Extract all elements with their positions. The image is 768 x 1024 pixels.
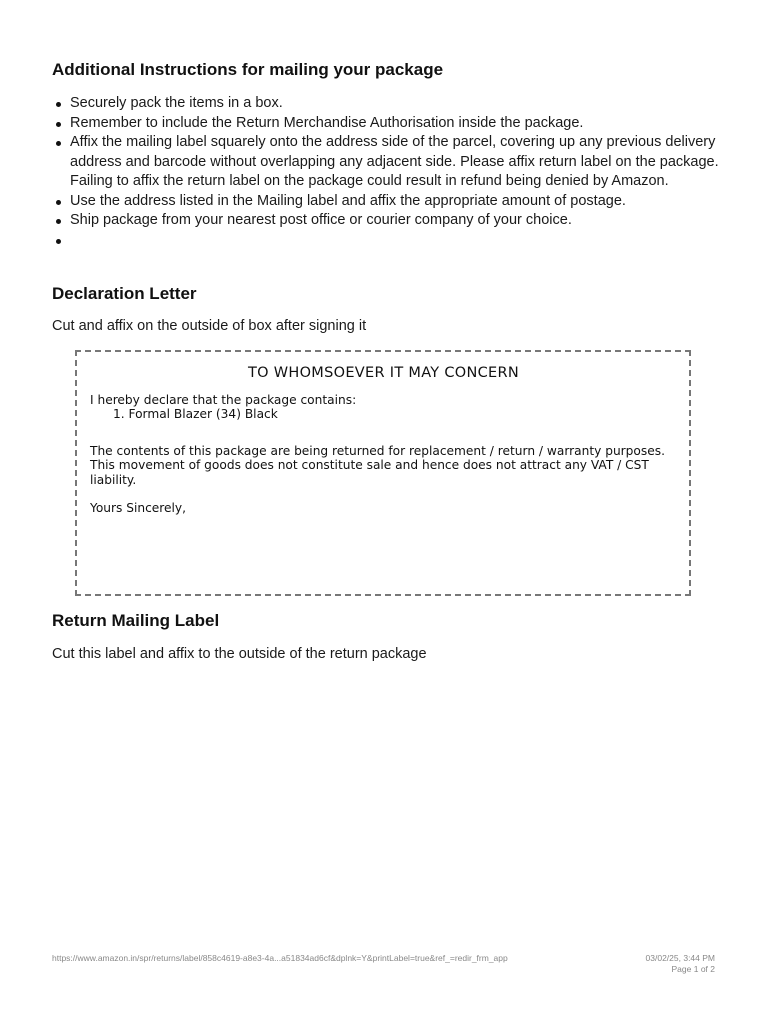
list-item: Affix the mailing label squarely onto the address side of the parcel, covering up any previous delivery address and barcode without overlapping any adjacent side. Please affix return label on the package. Failing to affix the return label on the package could result in refund being denied by Amazon. xyxy=(52,133,722,192)
list-item: Remember to include the Return Merchandise Authorisation inside the package. xyxy=(52,114,722,134)
letter-closing: Yours Sincerely, xyxy=(90,501,186,515)
instructions-list xyxy=(52,94,722,250)
footer-page-number: Page 1 of 2 xyxy=(671,964,715,974)
footer-url: https://www.amazon.in/spr/returns/label/858c4619-a8e3-4a...a51834ad6cf&dplnk=Y&printLabel=true&ref_=redir_frm_app xyxy=(52,953,508,963)
footer-meta xyxy=(646,953,715,975)
instructions-heading: Additional Instructions for mailing your package xyxy=(52,60,444,79)
letter-body: The contents of this package are being returned for replacement / return / warranty purposes. This movement of goods does not constitute sale and hence does not attract any VAT / CST liability. xyxy=(90,443,665,487)
footer-datetime: 03/02/25, 3:44 PM xyxy=(645,953,715,963)
list-item xyxy=(52,231,722,251)
declaration-letter xyxy=(90,366,677,516)
declaration-letter-box xyxy=(75,350,691,596)
letter-intro: I hereby declare that the package contains: xyxy=(90,392,357,407)
letter-title: TO WHOMSOEVER IT MAY CONCERN xyxy=(247,365,520,381)
declaration-subtext: Cut and affix on the outside of box after signing it xyxy=(52,318,367,334)
list-item: Ship package from your nearest post office or courier company of your choice. xyxy=(52,211,722,231)
declaration-heading: Declaration Letter xyxy=(52,284,197,303)
list-item: Securely pack the items in a box. xyxy=(52,94,722,114)
list-item: Use the address listed in the Mailing label and affix the appropriate amount of postage. xyxy=(52,192,722,212)
return-label-subtext: Cut this label and affix to the outside of the return package xyxy=(52,646,427,662)
letter-item: 1. Formal Blazer (34) Black xyxy=(113,407,278,421)
return-label-heading: Return Mailing Label xyxy=(52,611,220,630)
